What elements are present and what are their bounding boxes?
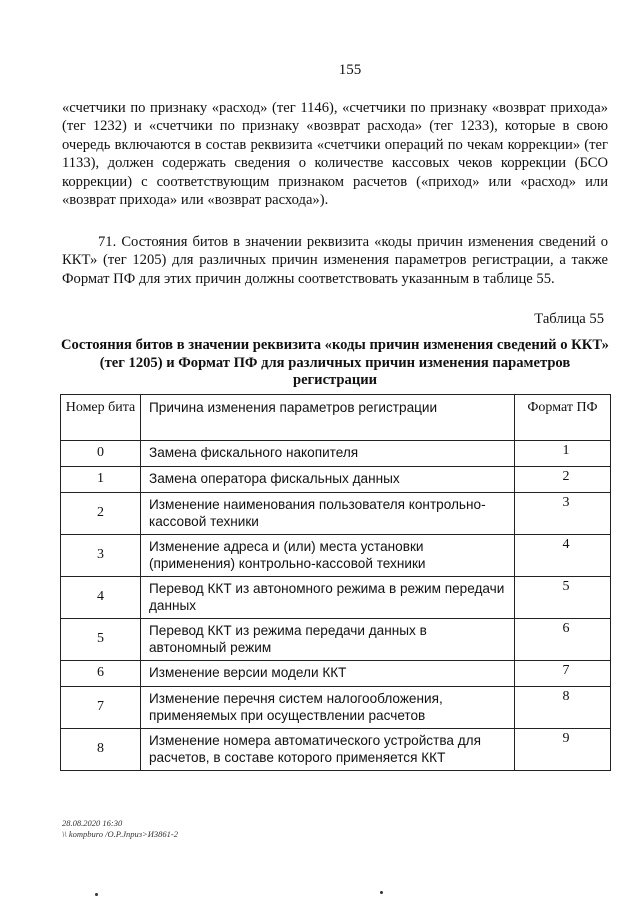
cell-reason: Изменение наименования пользователя контрольно-кассовой техники bbox=[141, 493, 515, 535]
cell-bit: 7 bbox=[61, 687, 141, 729]
scan-speck bbox=[95, 893, 98, 896]
header-bit: Номер бита bbox=[61, 395, 141, 441]
cell-reason: Замена фискального накопителя bbox=[141, 441, 515, 467]
table-row bbox=[61, 729, 611, 771]
table-header-row bbox=[61, 395, 611, 441]
cell-bit: 8 bbox=[61, 729, 141, 771]
cell-format: 9 bbox=[515, 729, 611, 771]
table-row bbox=[61, 687, 611, 729]
table-row bbox=[61, 493, 611, 535]
cell-reason: Перевод ККТ из режима передачи данных в автономный режим bbox=[141, 619, 515, 661]
cell-bit: 1 bbox=[61, 467, 141, 493]
cell-format: 8 bbox=[515, 687, 611, 729]
cell-format: 1 bbox=[515, 441, 611, 467]
page-number: 155 bbox=[338, 62, 362, 78]
print-stamp bbox=[62, 818, 178, 840]
header-format: Формат ПФ bbox=[515, 395, 611, 441]
print-stamp-path: \\ kompburo /О.Р.Jпрuз>И3861-2 bbox=[62, 829, 179, 839]
cell-bit: 6 bbox=[61, 661, 141, 687]
cell-format: 3 bbox=[515, 493, 611, 535]
paragraph-counters: «счетчики по признаку «расход» (тег 1146), «счетчики по признаку «возврат прихода» (тег 1232) и «счетчики по признаку «возврат расхода» (тег 1233), которые в свою очередь включаются в состав реквизита «счетчики операций по чекам коррекции» (тег 1133), должен содержать сведения о количестве кассовых чеков коррекции (БСО коррекции) с соответствующим признаком расчетов («приход» или «расход» или «возврат прихода» или «возврат расхода»). bbox=[62, 100, 608, 209]
header-reason: Причина изменения параметров регистрации bbox=[141, 395, 515, 441]
cell-bit: 2 bbox=[61, 493, 141, 535]
cell-format: 4 bbox=[515, 535, 611, 577]
table-title: Состояния битов в значении реквизита «коды причин изменения сведений о ККТ» (тег 1205) и Формат ПФ для различных причин изменения параметров регистрации bbox=[61, 337, 609, 388]
cell-bit: 0 bbox=[61, 441, 141, 467]
table-row bbox=[61, 577, 611, 619]
print-stamp-date: 28.08.2020 16:30 bbox=[62, 818, 123, 828]
table-row bbox=[61, 441, 611, 467]
cell-bit: 3 bbox=[61, 535, 141, 577]
table-caption: Таблица 55 bbox=[534, 311, 604, 327]
cell-reason: Изменение версии модели ККТ bbox=[141, 661, 515, 687]
cell-format: 5 bbox=[515, 577, 611, 619]
cell-reason: Замена оператора фискальных данных bbox=[141, 467, 515, 493]
cell-bit: 5 bbox=[61, 619, 141, 661]
cell-format: 7 bbox=[515, 661, 611, 687]
table-row bbox=[61, 619, 611, 661]
table-row bbox=[61, 661, 611, 687]
cell-bit: 4 bbox=[61, 577, 141, 619]
scan-speck bbox=[380, 891, 383, 894]
cell-format: 2 bbox=[515, 467, 611, 493]
cell-reason: Изменение номера автоматического устройства для расчетов, в составе которого применяется ККТ bbox=[141, 729, 515, 771]
cell-format: 6 bbox=[515, 619, 611, 661]
table-row bbox=[61, 535, 611, 577]
cell-reason: Изменение адреса и (или) места установки (применения) контрольно-кассовой техники bbox=[141, 535, 515, 577]
paragraph-71: 71. Состояния битов в значении реквизита «коды причин изменения сведений о ККТ» (тег 1205) для различных причин изменения параметров регистрации, а также Формат ПФ для этих причин должны соответствовать указанным в таблице 55. bbox=[62, 234, 608, 287]
table-row bbox=[61, 467, 611, 493]
registration-table bbox=[60, 394, 611, 771]
cell-reason: Перевод ККТ из автономного режима в режим передачи данных bbox=[141, 577, 515, 619]
cell-reason: Изменение перечня систем налогообложения, применяемых при осуществлении расчетов bbox=[141, 687, 515, 729]
